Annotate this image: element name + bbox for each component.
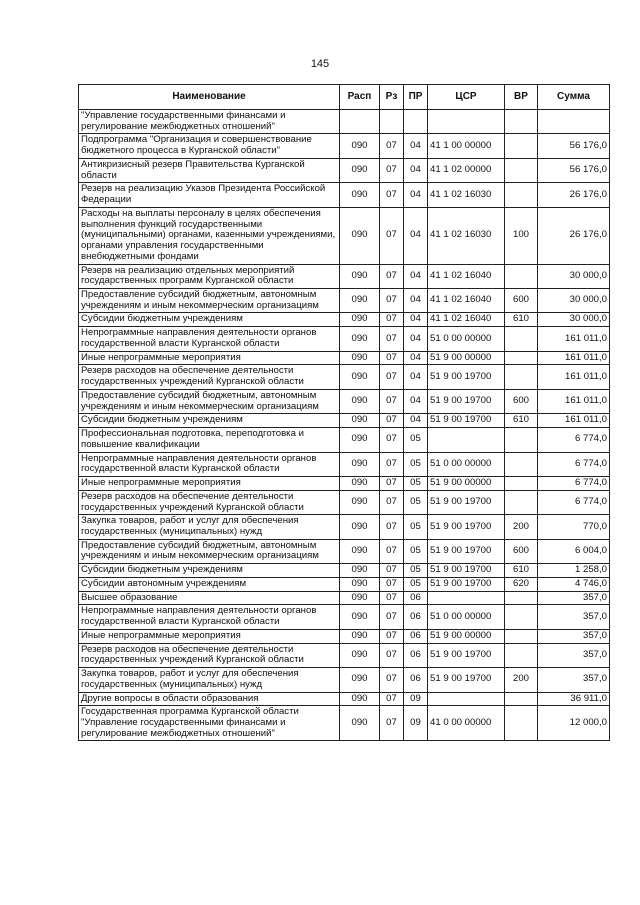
column-header-vr: ВР — [505, 85, 538, 110]
cell-vr: 600 — [505, 539, 538, 563]
cell-vr — [505, 134, 538, 158]
cell-rz: 07 — [380, 158, 404, 182]
cell-name: Субсидии бюджетным учреждениям — [79, 564, 340, 578]
cell-rz: 07 — [380, 351, 404, 365]
cell-pr: 06 — [404, 629, 428, 643]
cell-name: Резерв расходов на обеспечение деятельности государственных учреждений Курганской области — [79, 490, 340, 514]
cell-rasp: 090 — [340, 389, 380, 413]
cell-csr: 41 1 02 00000 — [428, 158, 505, 182]
cell-csr: 51 9 00 19700 — [428, 490, 505, 514]
cell-pr: 04 — [404, 365, 428, 389]
table-row — [79, 591, 610, 605]
cell-vr: 620 — [505, 577, 538, 591]
column-header-rz: Рз — [380, 85, 404, 110]
cell-csr: 51 9 00 19700 — [428, 365, 505, 389]
cell-sum: 357,0 — [538, 629, 610, 643]
cell-rasp: 090 — [340, 313, 380, 327]
cell-name: Субсидии бюджетным учреждениям — [79, 414, 340, 428]
cell-sum: 1 258,0 — [538, 564, 610, 578]
cell-sum: 12 000,0 — [538, 706, 610, 741]
column-header-csr: ЦСР — [428, 85, 505, 110]
cell-rasp: 090 — [340, 477, 380, 491]
cell-name: Профессиональная подготовка, переподготовка и повышение квалификации — [79, 428, 340, 452]
cell-sum: 6 774,0 — [538, 490, 610, 514]
column-header-rasp: Расп — [340, 85, 380, 110]
cell-csr: 41 1 02 16040 — [428, 313, 505, 327]
cell-csr: 51 9 00 00000 — [428, 477, 505, 491]
cell-rz: 07 — [380, 539, 404, 563]
table-row — [79, 564, 610, 578]
cell-csr — [428, 591, 505, 605]
cell-rz: 07 — [380, 183, 404, 207]
cell-vr — [505, 183, 538, 207]
cell-pr: 05 — [404, 428, 428, 452]
cell-name: Иные непрограммные мероприятия — [79, 477, 340, 491]
cell-rasp: 090 — [340, 515, 380, 539]
cell-name: Иные непрограммные мероприятия — [79, 351, 340, 365]
cell-rz: 07 — [380, 289, 404, 313]
cell-csr: 51 9 00 19700 — [428, 515, 505, 539]
cell-vr — [505, 351, 538, 365]
cell-vr — [505, 158, 538, 182]
cell-csr: 51 0 00 00000 — [428, 327, 505, 351]
cell-name: Другие вопросы в области образования — [79, 692, 340, 706]
cell-rasp: 090 — [340, 577, 380, 591]
cell-sum: 30 000,0 — [538, 313, 610, 327]
cell-pr: 05 — [404, 477, 428, 491]
cell-pr: 09 — [404, 706, 428, 741]
table-row — [79, 110, 610, 134]
cell-csr: 41 1 02 16030 — [428, 207, 505, 264]
cell-rasp: 090 — [340, 183, 380, 207]
cell-csr: 51 9 00 19700 — [428, 643, 505, 667]
cell-sum — [538, 110, 610, 134]
table-row — [79, 490, 610, 514]
cell-sum: 161 011,0 — [538, 414, 610, 428]
cell-pr: 05 — [404, 490, 428, 514]
cell-csr: 41 1 02 16040 — [428, 289, 505, 313]
cell-rz — [380, 110, 404, 134]
column-header-name: Наименование — [79, 85, 340, 110]
cell-pr: 04 — [404, 264, 428, 288]
cell-vr: 600 — [505, 389, 538, 413]
table-row — [79, 207, 610, 264]
cell-csr: 41 1 02 16030 — [428, 183, 505, 207]
cell-vr — [505, 490, 538, 514]
cell-sum: 770,0 — [538, 515, 610, 539]
table-row — [79, 264, 610, 288]
cell-name: Субсидии автономным учреждениям — [79, 577, 340, 591]
cell-sum: 161 011,0 — [538, 365, 610, 389]
budget-table — [78, 84, 610, 741]
cell-rz: 07 — [380, 313, 404, 327]
cell-pr: 04 — [404, 207, 428, 264]
cell-sum: 161 011,0 — [538, 389, 610, 413]
cell-rasp: 090 — [340, 591, 380, 605]
cell-name: Непрограммные направления деятельности органов государственной власти Курганской области — [79, 452, 340, 476]
cell-rz: 07 — [380, 428, 404, 452]
cell-sum: 6 004,0 — [538, 539, 610, 563]
cell-rz: 07 — [380, 490, 404, 514]
cell-rz: 07 — [380, 134, 404, 158]
cell-pr: 05 — [404, 515, 428, 539]
column-header-sum: Сумма — [538, 85, 610, 110]
cell-pr: 06 — [404, 605, 428, 629]
cell-csr: 51 9 00 19700 — [428, 414, 505, 428]
cell-csr — [428, 110, 505, 134]
cell-rz: 07 — [380, 207, 404, 264]
table-row — [79, 134, 610, 158]
cell-sum: 30 000,0 — [538, 289, 610, 313]
cell-rz: 07 — [380, 629, 404, 643]
cell-vr — [505, 692, 538, 706]
table-row — [79, 428, 610, 452]
cell-rasp: 090 — [340, 134, 380, 158]
cell-rasp: 090 — [340, 452, 380, 476]
cell-name: Резерв расходов на обеспечение деятельности государственных учреждений Курганской области — [79, 643, 340, 667]
cell-vr — [505, 643, 538, 667]
table-row — [79, 313, 610, 327]
cell-pr: 04 — [404, 313, 428, 327]
cell-csr — [428, 428, 505, 452]
cell-csr: 51 0 00 00000 — [428, 452, 505, 476]
page-number: 145 — [310, 58, 330, 70]
cell-sum: 357,0 — [538, 605, 610, 629]
cell-name: Иные непрограммные мероприятия — [79, 629, 340, 643]
cell-vr — [505, 477, 538, 491]
cell-pr: 06 — [404, 591, 428, 605]
cell-name: Предоставление субсидий бюджетным, автономным учреждениям и иным некоммерческим организациям — [79, 539, 340, 563]
table-row — [79, 605, 610, 629]
cell-sum: 30 000,0 — [538, 264, 610, 288]
cell-pr: 04 — [404, 327, 428, 351]
cell-pr: 04 — [404, 183, 428, 207]
cell-name: Высшее образование — [79, 591, 340, 605]
table-row — [79, 577, 610, 591]
cell-vr: 100 — [505, 207, 538, 264]
cell-rasp: 090 — [340, 264, 380, 288]
cell-pr: 05 — [404, 539, 428, 563]
cell-csr: 51 9 00 00000 — [428, 629, 505, 643]
cell-name: Резерв расходов на обеспечение деятельности государственных учреждений Курганской области — [79, 365, 340, 389]
cell-rz: 07 — [380, 577, 404, 591]
cell-pr — [404, 110, 428, 134]
table-row — [79, 183, 610, 207]
cell-rz: 07 — [380, 452, 404, 476]
table-row — [79, 539, 610, 563]
cell-rasp — [340, 110, 380, 134]
cell-vr — [505, 591, 538, 605]
cell-vr: 610 — [505, 313, 538, 327]
cell-rz: 07 — [380, 564, 404, 578]
cell-rasp: 090 — [340, 158, 380, 182]
cell-rz: 07 — [380, 591, 404, 605]
cell-rasp: 090 — [340, 564, 380, 578]
cell-csr: 51 0 00 00000 — [428, 605, 505, 629]
cell-csr: 41 1 02 16040 — [428, 264, 505, 288]
cell-rasp: 090 — [340, 351, 380, 365]
cell-rasp: 090 — [340, 643, 380, 667]
cell-sum: 4 746,0 — [538, 577, 610, 591]
cell-rz: 07 — [380, 327, 404, 351]
cell-sum: 6 774,0 — [538, 428, 610, 452]
table-row — [79, 706, 610, 741]
cell-pr: 04 — [404, 389, 428, 413]
cell-pr: 06 — [404, 643, 428, 667]
cell-pr: 04 — [404, 414, 428, 428]
cell-csr: 51 9 00 19700 — [428, 668, 505, 692]
cell-name: Непрограммные направления деятельности органов государственной власти Курганской области — [79, 327, 340, 351]
cell-sum: 161 011,0 — [538, 327, 610, 351]
cell-vr: 610 — [505, 414, 538, 428]
cell-name: Предоставление субсидий бюджетным, автономным учреждениям и иным некоммерческим организациям — [79, 289, 340, 313]
cell-rasp: 090 — [340, 490, 380, 514]
cell-sum: 161 011,0 — [538, 351, 610, 365]
cell-vr — [505, 452, 538, 476]
cell-rasp: 090 — [340, 365, 380, 389]
table-row — [79, 158, 610, 182]
table-row — [79, 289, 610, 313]
cell-rz: 07 — [380, 643, 404, 667]
cell-rasp: 090 — [340, 629, 380, 643]
table-row — [79, 477, 610, 491]
cell-csr: 51 9 00 19700 — [428, 577, 505, 591]
cell-vr: 200 — [505, 668, 538, 692]
cell-rz: 07 — [380, 515, 404, 539]
cell-name: Резерв на реализацию Указов Президента Российской Федерации — [79, 183, 340, 207]
cell-vr: 600 — [505, 289, 538, 313]
cell-rz: 07 — [380, 477, 404, 491]
cell-rasp: 090 — [340, 414, 380, 428]
table-row — [79, 414, 610, 428]
table-row — [79, 643, 610, 667]
cell-vr — [505, 428, 538, 452]
cell-sum: 26 176,0 — [538, 207, 610, 264]
cell-rasp: 090 — [340, 605, 380, 629]
cell-rasp: 090 — [340, 327, 380, 351]
table-body — [79, 110, 610, 741]
cell-sum: 357,0 — [538, 668, 610, 692]
cell-name: Подпрограмма "Организация и совершенствование бюджетного процесса в Курганской области" — [79, 134, 340, 158]
cell-pr: 06 — [404, 668, 428, 692]
cell-rz: 07 — [380, 264, 404, 288]
cell-pr: 04 — [404, 351, 428, 365]
table-row — [79, 389, 610, 413]
cell-rasp: 090 — [340, 289, 380, 313]
cell-rz: 07 — [380, 605, 404, 629]
cell-csr: 41 1 00 00000 — [428, 134, 505, 158]
cell-rasp: 090 — [340, 539, 380, 563]
cell-sum: 357,0 — [538, 643, 610, 667]
cell-rasp: 090 — [340, 706, 380, 741]
cell-vr — [505, 605, 538, 629]
cell-name: "Управление государственными финансами и регулирование межбюджетных отношений" — [79, 110, 340, 134]
table-row — [79, 327, 610, 351]
cell-sum: 26 176,0 — [538, 183, 610, 207]
cell-pr: 09 — [404, 692, 428, 706]
cell-csr: 51 9 00 00000 — [428, 351, 505, 365]
cell-sum: 357,0 — [538, 591, 610, 605]
cell-pr: 05 — [404, 564, 428, 578]
table-row — [79, 515, 610, 539]
cell-vr — [505, 327, 538, 351]
cell-rz: 07 — [380, 668, 404, 692]
cell-pr: 04 — [404, 134, 428, 158]
cell-vr — [505, 365, 538, 389]
cell-rasp: 090 — [340, 428, 380, 452]
cell-sum: 56 176,0 — [538, 134, 610, 158]
table-row — [79, 365, 610, 389]
cell-vr — [505, 706, 538, 741]
cell-csr: 51 9 00 19700 — [428, 539, 505, 563]
cell-rasp: 090 — [340, 207, 380, 264]
cell-name: Закупка товаров, работ и услуг для обеспечения государственных (муниципальных) нужд — [79, 668, 340, 692]
cell-sum: 36 911,0 — [538, 692, 610, 706]
cell-vr — [505, 629, 538, 643]
column-header-pr: ПР — [404, 85, 428, 110]
cell-name: Государственная программа Курганской области "Управление государственными финансами и регулирование межбюджетных отношений" — [79, 706, 340, 741]
cell-rz: 07 — [380, 414, 404, 428]
cell-rz: 07 — [380, 706, 404, 741]
cell-rz: 07 — [380, 389, 404, 413]
table-header-row — [79, 85, 610, 110]
table-row — [79, 668, 610, 692]
table-row — [79, 692, 610, 706]
cell-name: Субсидии бюджетным учреждениям — [79, 313, 340, 327]
cell-vr — [505, 264, 538, 288]
cell-csr — [428, 692, 505, 706]
cell-sum: 6 774,0 — [538, 477, 610, 491]
cell-rasp: 090 — [340, 692, 380, 706]
cell-pr: 04 — [404, 289, 428, 313]
cell-csr: 51 9 00 19700 — [428, 389, 505, 413]
table-row — [79, 452, 610, 476]
cell-pr: 05 — [404, 577, 428, 591]
cell-pr: 04 — [404, 158, 428, 182]
cell-sum: 6 774,0 — [538, 452, 610, 476]
cell-name: Резерв на реализацию отдельных мероприятий государственных программ Курганской области — [79, 264, 340, 288]
table-row — [79, 351, 610, 365]
cell-name: Закупка товаров, работ и услуг для обеспечения государственных (муниципальных) нужд — [79, 515, 340, 539]
cell-rasp: 090 — [340, 668, 380, 692]
cell-pr: 05 — [404, 452, 428, 476]
cell-rz: 07 — [380, 365, 404, 389]
table-row — [79, 629, 610, 643]
cell-csr: 51 9 00 19700 — [428, 564, 505, 578]
cell-csr: 41 0 00 00000 — [428, 706, 505, 741]
cell-sum: 56 176,0 — [538, 158, 610, 182]
cell-rz: 07 — [380, 692, 404, 706]
cell-vr — [505, 110, 538, 134]
cell-vr: 610 — [505, 564, 538, 578]
cell-name: Непрограммные направления деятельности органов государственной власти Курганской области — [79, 605, 340, 629]
cell-name: Расходы на выплаты персоналу в целях обеспечения выполнения функций государственными (муниципальными) органами, казенными учреждениями, органами управления государственными внебюджетными фондами — [79, 207, 340, 264]
cell-name: Антикризисный резерв Правительства Курганской области — [79, 158, 340, 182]
cell-name: Предоставление субсидий бюджетным, автономным учреждениям и иным некоммерческим организациям — [79, 389, 340, 413]
cell-vr: 200 — [505, 515, 538, 539]
